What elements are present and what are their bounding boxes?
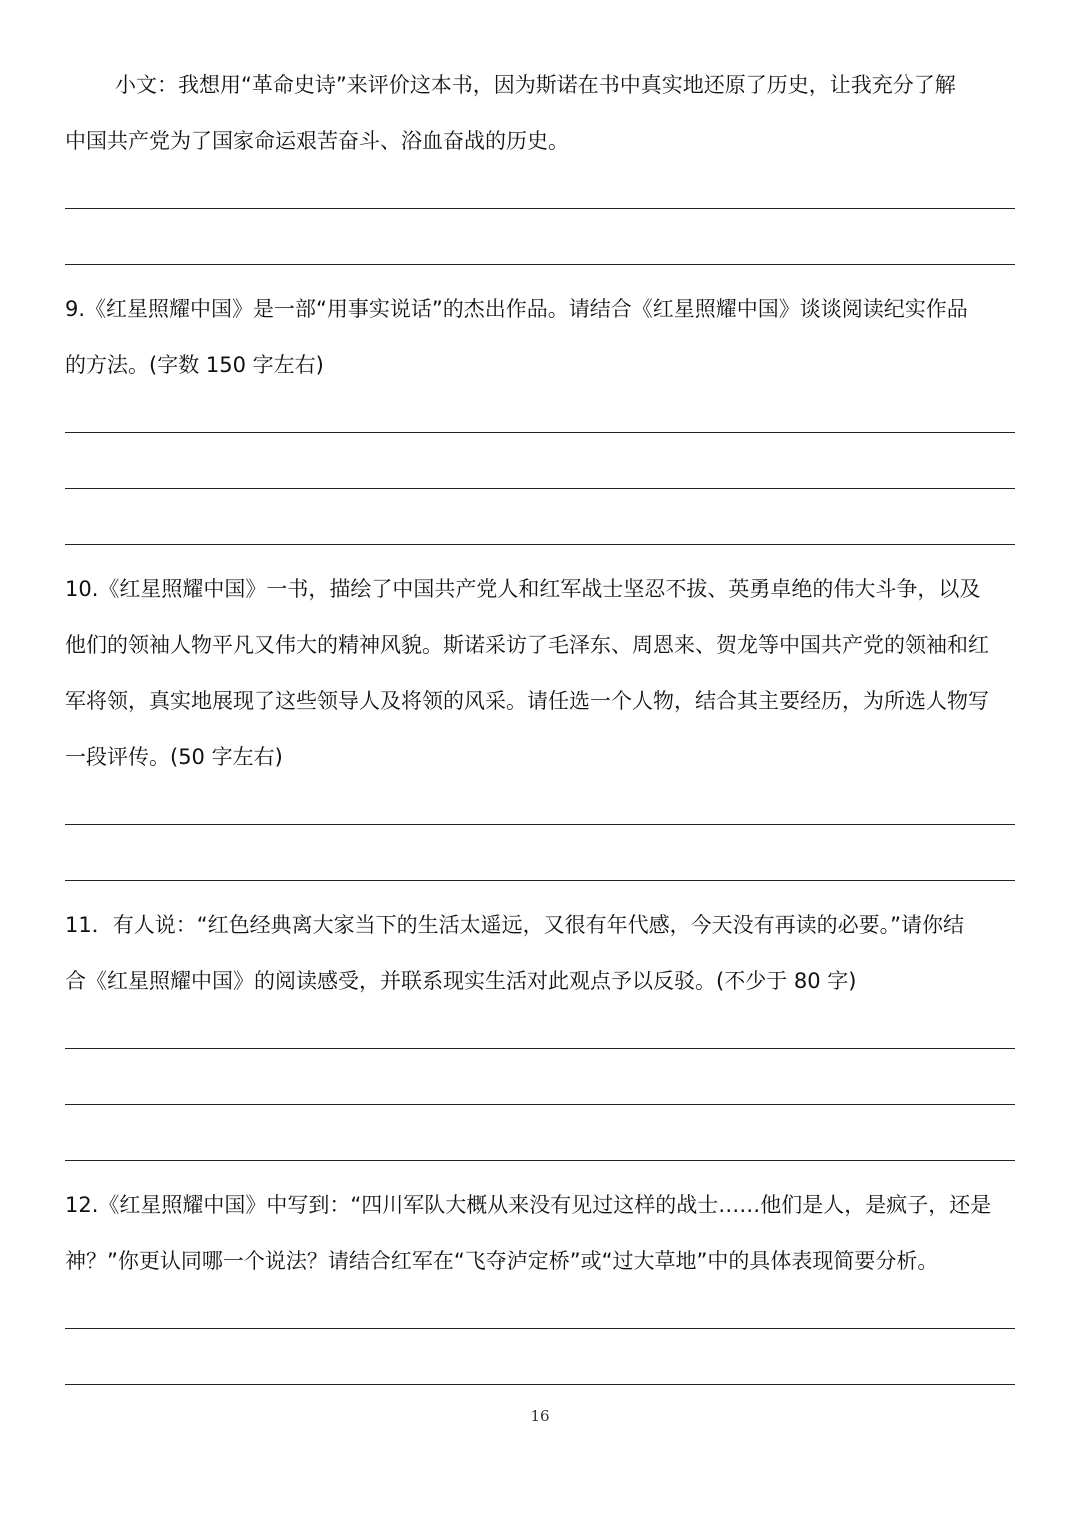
answer-line	[65, 432, 1015, 433]
question-12-line-1: 12.《红星照耀中国》中写到：“四川军队大概从来没有见过这样的战士……他们是人，是疯子，还是	[65, 1193, 992, 1217]
intro-line-2: 中国共产党为了国家命运艰苦奋斗、浴血奋战的历史。	[65, 129, 569, 153]
answer-line	[65, 208, 1015, 209]
page-number: 16	[530, 1407, 550, 1425]
question-10-line-3: 军将领，真实地展现了这些领导人及将领的风采。请任选一个人物，结合其主要经历，为所选人物写	[65, 689, 989, 713]
answer-line	[65, 264, 1015, 265]
question-9-line-1: 9.《红星照耀中国》是一部“用事实说话”的杰出作品。请结合《红星照耀中国》谈谈阅读纪实作品	[65, 297, 968, 321]
answer-line	[65, 1328, 1015, 1329]
answer-line	[65, 488, 1015, 489]
question-10-line-1: 10.《红星照耀中国》一书，描绘了中国共产党人和红军战士坚忍不拔、英勇卓绝的伟大斗争，以及	[65, 577, 981, 601]
intro-line-1: 小文：我想用“革命史诗”来评价这本书，因为斯诺在书中真实地还原了历史，让我充分了解	[115, 73, 956, 97]
answer-line	[65, 1384, 1015, 1385]
question-9-line-2: 的方法。(字数 150 字左右)	[65, 353, 324, 377]
answer-line	[65, 1048, 1015, 1049]
question-10-line-4: 一段评传。(50 字左右)	[65, 745, 283, 769]
answer-line	[65, 824, 1015, 825]
question-10-line-2: 他们的领袖人物平凡又伟大的精神风貌。斯诺采访了毛泽东、周恩来、贺龙等中国共产党的领袖和红	[65, 633, 989, 657]
answer-line	[65, 544, 1015, 545]
answer-line	[65, 880, 1015, 881]
question-12-line-2: 神？”你更认同哪一个说法？请结合红军在“飞夺泸定桥”或“过大草地”中的具体表现简要分析。	[65, 1249, 939, 1273]
question-11-line-2: 合《红星照耀中国》的阅读感受，并联系现实生活对此观点予以反驳。(不少于 80 字)	[65, 969, 857, 993]
question-11-line-1: 11．有人说：“红色经典离大家当下的生活太遥远，又很有年代感，今天没有再读的必要。”请你结	[65, 913, 964, 937]
answer-line	[65, 1160, 1015, 1161]
answer-line	[65, 1104, 1015, 1105]
